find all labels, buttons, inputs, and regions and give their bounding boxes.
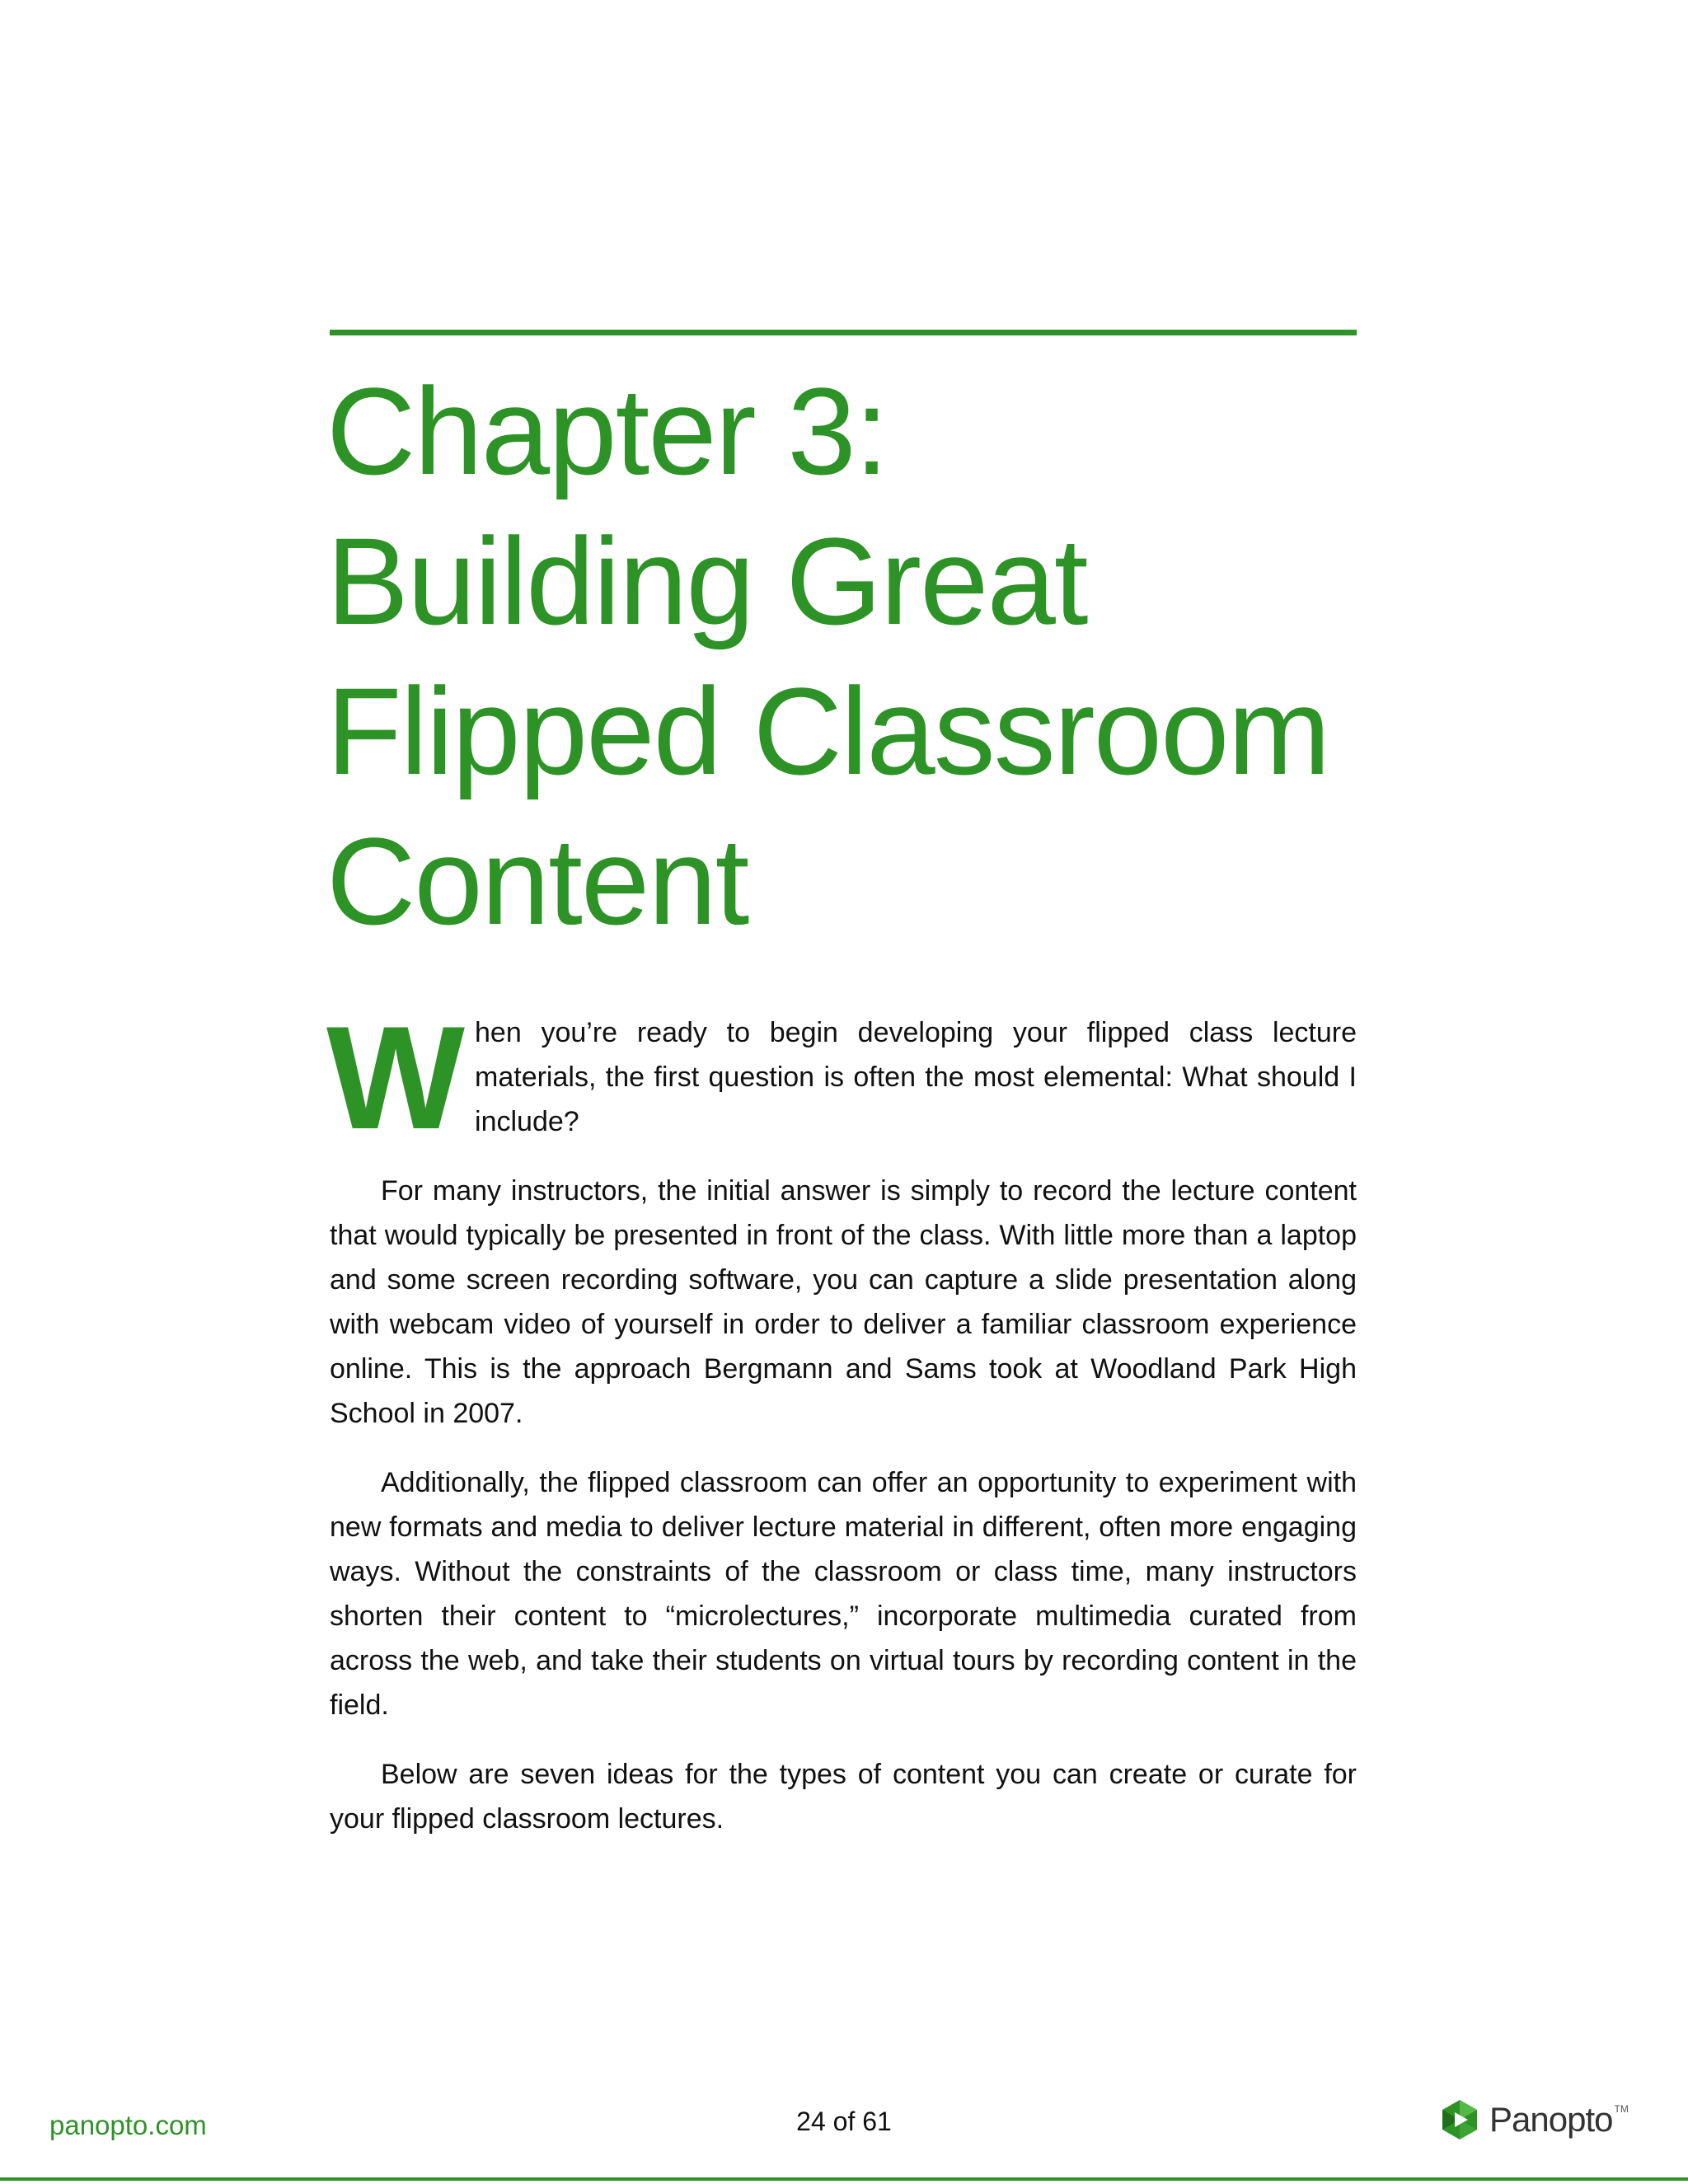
top-divider <box>330 330 1357 335</box>
logo-wordmark: Panopto <box>1489 2100 1613 2139</box>
paragraph-3: Additionally, the flipped classroom can offer an opportunity to experiment with new formats and media to deliver lecture material in different, often more engaging ways. Without the constraints of the classroom or class time, many instructors shorten their content to “microlectures,” incorporate multimedia curated from across the web, and take their students on virtual tours by recording content in the field. <box>330 1467 1357 1721</box>
title-line-3: Flipped Classroom <box>326 662 1329 800</box>
paragraph-2: For many instructors, the initial answer is simply to record the lecture content that would typically be presented in front of the class. With little more than a laptop and some screen recording software, you can capture a slide presentation along with webcam video of yourself in order to deliver a familiar classroom experience online. This is the approach Bergmann and Sams took at Woodland Park High School in 2007. <box>330 1175 1357 1429</box>
drop-cap: W <box>326 996 462 1160</box>
footer-site-link[interactable]: panopto.com <box>49 2110 207 2140</box>
title-line-2: Building Great <box>326 512 1087 650</box>
body-text <box>326 996 1357 1866</box>
page-indicator: 24 of 61 <box>796 2107 892 2136</box>
panopto-logo <box>1438 2097 1629 2143</box>
title-line-4: Content <box>326 812 748 950</box>
lead-paragraph <box>326 996 1357 1160</box>
paragraph-4: Below are seven ideas for the types of content you can create or curate for your flipped classroom lectures. <box>330 1759 1357 1835</box>
logo-trademark: TM <box>1614 2103 1629 2115</box>
lead-paragraph-text: hen you’re ready to begin developing your flipped class lecture materials, the first question is often the most elemental: What should I include? <box>475 1017 1357 1137</box>
bottom-divider <box>0 2177 1688 2181</box>
title-line-1: Chapter 3: <box>326 362 888 500</box>
panopto-logo-icon <box>1438 2098 1481 2141</box>
chapter-title <box>326 356 1365 956</box>
